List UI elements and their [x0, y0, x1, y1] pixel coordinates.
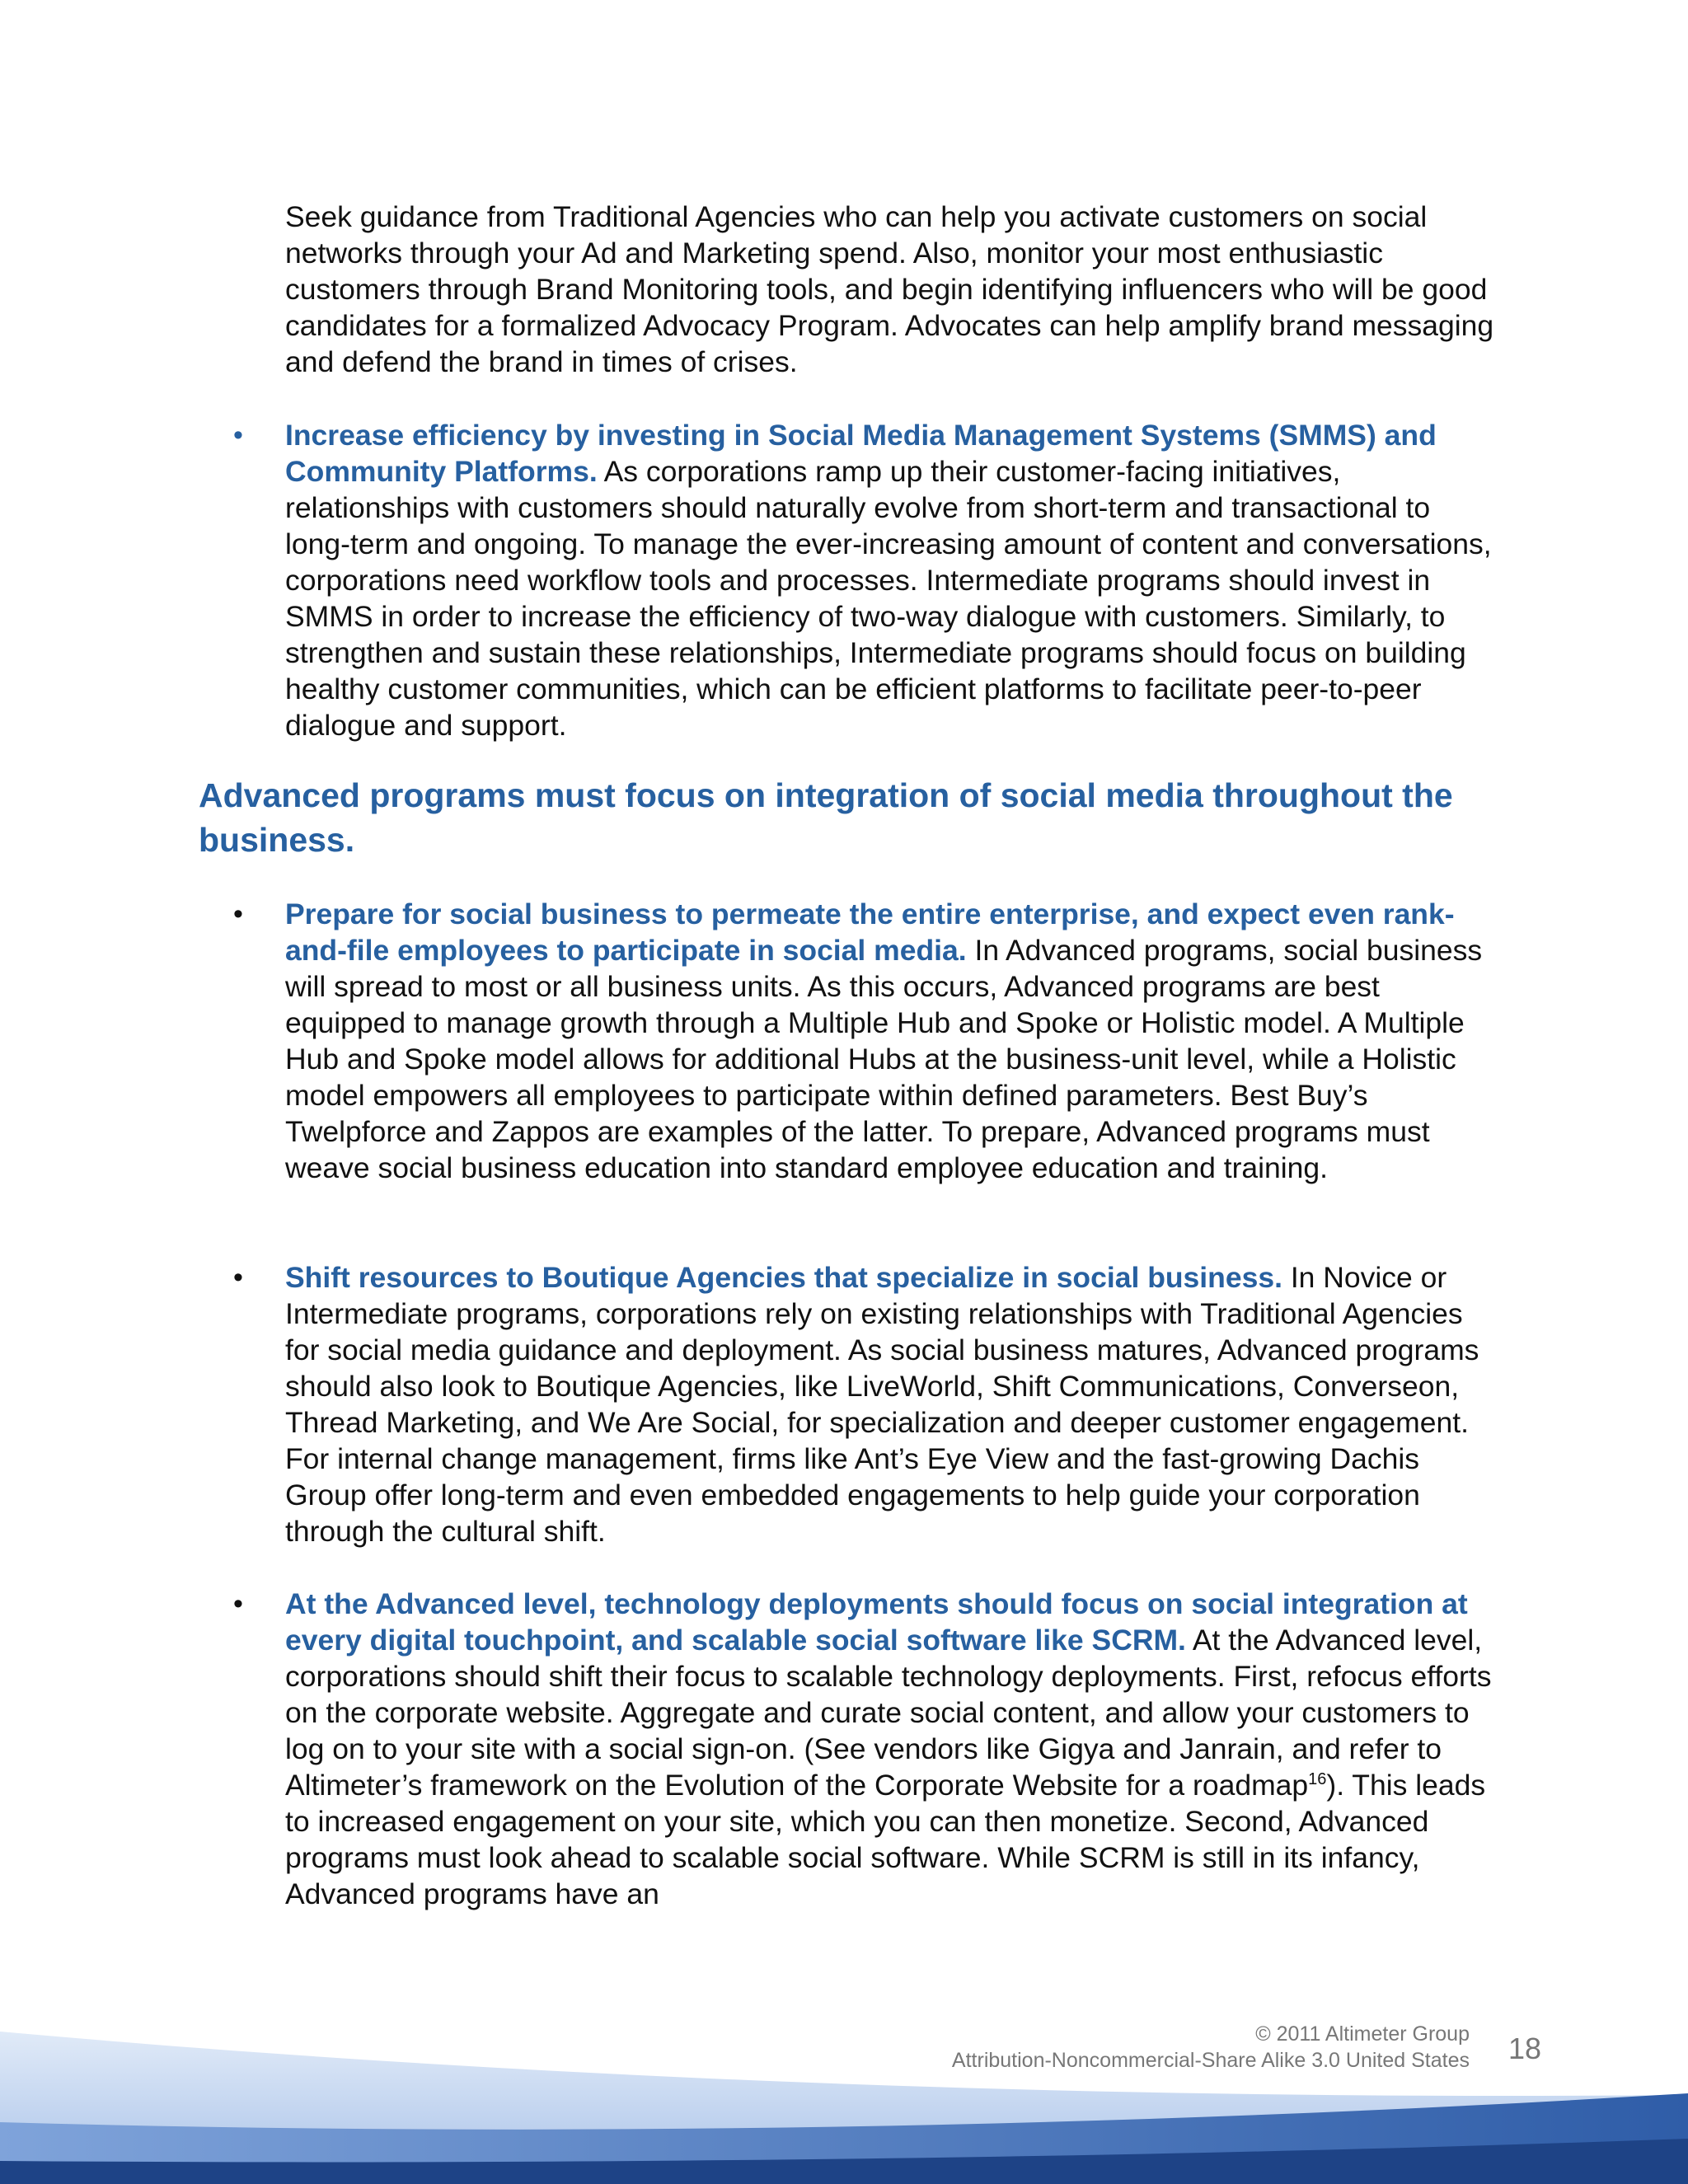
bullet-body-part-1: At the Advanced level, corporations should shift their focus to scalable technology deployments. First, refocus efforts on the corporate website. Aggregate and curate social content, and allow your customers to log on to your site with a social sign-on. (See vendors like Gigya and Janrain, and refer to Altimeter’s framework on the Evolution of the Corporate Website for a roadmap	[285, 1624, 1492, 1802]
section-heading: Advanced programs must focus on integration of social media throughout the business.	[199, 776, 1453, 859]
footer-copyright-block	[952, 2021, 1470, 2074]
intro-paragraph: Seek guidance from Traditional Agencies who can help you activate customers on social networks through your Ad and Marketing spend. Also, monitor your most enthusiastic customers through Brand Monitoring tools, and begin identifying influencers who will be good candidates for a formalized Advocacy Program. Advocates can help amplify brand messaging and defend the brand in times of crises.	[285, 200, 1494, 378]
bullet-lead: Increase efficiency by investing in Social Media Management Systems (SMMS) and Community Platforms.	[285, 419, 1437, 488]
footer-license: Attribution-Noncommercial-Share Alike 3.0 United States	[951, 2049, 1470, 2072]
bullet-text	[285, 417, 1497, 743]
page-number: 18	[1508, 2032, 1542, 2065]
bullet-body: As corporations ramp up their customer-facing initiatives, relationships with customers should naturally evolve from short-term and transactional to long-term and ongoing. To manage the ever-increasing amount of content and conversations, corporations need workflow tools and processes. Intermediate programs should invest in SMMS in order to increase the efficiency of two-way dialogue with customers. Similarly, to strengthen and sustain these relationships, Intermediate programs should focus on building healthy customer communities, which can be efficient platforms to facilitate peer-to-peer dialogue and support.	[285, 455, 1492, 742]
bullet-lead: Prepare for social business to permeate the entire enterprise, and expect even rank-and-file employees to participate in social media.	[285, 898, 1455, 967]
bullet-text	[285, 1259, 1497, 1549]
bullet-text	[285, 896, 1497, 1186]
bullet-symbol: •	[233, 419, 243, 451]
footnote-marker[interactable]: 16	[1308, 1770, 1327, 1789]
bullet-lead: Shift resources to Boutique Agencies that specialize in social business.	[285, 1261, 1282, 1294]
bullet-body-part-2: ). This leads to increased engagement on your site, which you can then monetize. Second, Advanced programs must look ahead to scalable social software. While SCRM is still in its infancy, Advanced programs have an	[285, 1769, 1486, 1910]
bullet-symbol: •	[233, 1262, 243, 1293]
bullet-symbol: •	[233, 898, 243, 930]
bullet-symbol: •	[233, 1588, 243, 1619]
bullet-body: In Novice or Intermediate programs, corporations rely on existing relationships with Traditional Agencies for social media guidance and deployment. As social business matures, Advanced programs should also look to Boutique Agencies, like LiveWorld, Shift Communications, Converseon, Thread Marketing, and We Are Social, for specialization and deeper customer engagement. For internal change management, firms like Ant’s Eye View and the fast-growing Dachis Group offer long-term and even embedded engagements to help guide your corporation through the cultural shift.	[285, 1261, 1479, 1548]
footer-copyright: © 2011 Altimeter Group	[1255, 2022, 1470, 2046]
bullet-body: In Advanced programs, social business will spread to most or all business units. As this occurs, Advanced programs are best equipped to manage growth through a Multiple Hub and Spoke or Holistic model. A Multiple Hub and Spoke model allows for additional Hubs at the business-unit level, while a Holistic model empowers all employees to participate within defined parameters. Best Buy’s Twelpforce and Zappos are examples of the latter. To prepare, Advanced programs must weave social business education into standard employee education and training.	[285, 934, 1483, 1184]
footer-wave-decoration	[0, 1978, 1688, 2184]
bullet-lead: At the Advanced level, technology deployments should focus on social integration at every digital touchpoint, and scalable social software like SCRM.	[285, 1587, 1468, 1657]
bullet-text	[285, 1586, 1497, 1912]
